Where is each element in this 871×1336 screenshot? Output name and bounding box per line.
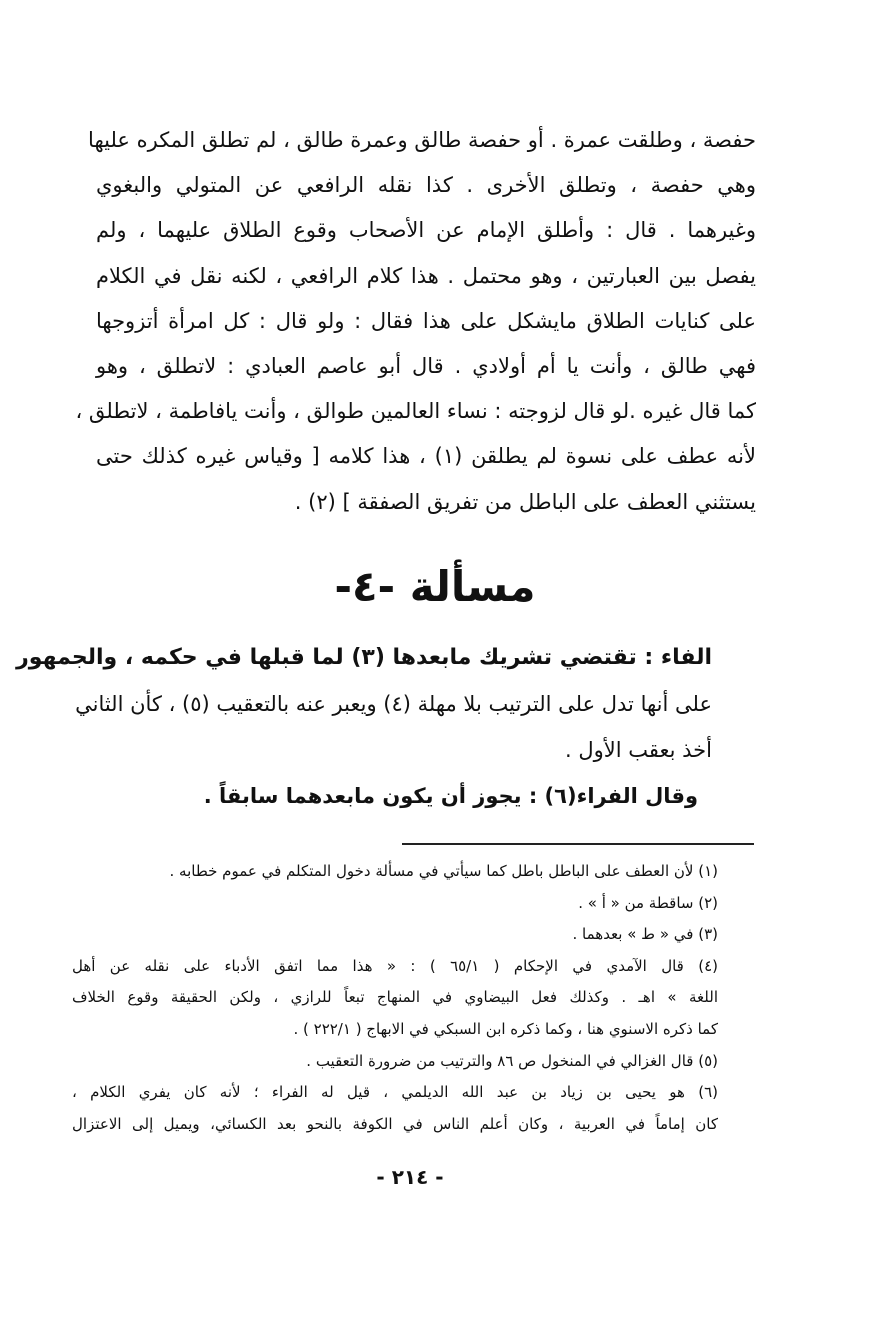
footnote-line: (٣) في « ط » بعدهما . (572, 925, 718, 944)
footnote-line: كما ذكره الاسنوي هنا ، وكما ذكره ابن السبكي في الابهاج ( ٢٢٢/١ ) . (293, 1019, 718, 1038)
footnote-separator (402, 843, 754, 845)
footnote-line: (٤) قال الآمدي في الإحكام ( ٦٥/١ ) : « هذا مما اتفق الأدباء على نقله عن أهل (72, 956, 718, 975)
text-line: لأنه عطف على نسوة لم يطلقن (١) ، هذا كلامه [ وقياس غيره كذلك حتى (96, 444, 756, 469)
section-text-block (16, 635, 712, 819)
footnote-line: كان إماماً في العربية ، وكان أعلم الناس في الكوفة بالنحو بعد الكسائي، ويميل إلى الاعتزال (72, 1114, 718, 1133)
footnote-line: (٥) قال الغزالي في المنخول ص ٨٦ والترتيب من ضرورة التعقيب . (306, 1051, 718, 1070)
footnote-line: (٦) هو يحيى بن زياد بن عبد الله الديلمي ، قيل له الفراء ؛ لأنه كان يفري الكلام ، (72, 1083, 718, 1102)
text-line: وقال الفراء(٦) : يجوز أن يكون مابعدهما سابقاً . (203, 784, 698, 808)
footnote-line: (٢) ساقطة من « أ » . (578, 893, 718, 912)
main-text-block (75, 118, 756, 525)
footnote-line: اللغة » اهـ . وكذلك فعل البيضاوي في المنهاج تبعاً للرازي ، ولكن الحقيقة وقوع الخلاف (72, 988, 718, 1007)
text-line: وغيرهما . قال : وأطلق الإمام عن الأصحاب وقوع الطلاق عليهما ، ولم (96, 218, 756, 243)
text-line: وهي حفصة ، وتطلق الأخرى . كذا نقله الرافعي عن المتولي والبغوي (96, 173, 756, 198)
page-number: - ٢١٤ - (376, 1165, 444, 1189)
text-line: يستثني العطف على الباطل من تفريق الصفقة ] (٢) . (294, 489, 756, 514)
heading-word: مسألة (409, 562, 536, 611)
text-line: الفاء : تقتضي تشريك مابعدها (٣) لما قبلها في حكمه ، والجمهور (16, 645, 712, 670)
text-line: على كنايات الطلاق مايشكل على هذا فقال : ولو قال : كل امرأة أتزوجها (96, 308, 756, 333)
footnotes-block (72, 856, 718, 1140)
footnote-line: (١) لأن العطف على الباطل باطل كما سيأتي في مسألة دخول المتكلم في عموم خطابه . (169, 862, 718, 880)
heading-number: -٤- (334, 562, 396, 611)
text-line: حفصة ، وطلقت عمرة . أو حفصة طالق وعمرة طالق ، لم تطلق المكره عليها (88, 128, 756, 152)
text-line: على أنها تدل على الترتيب بلا مهلة (٤) ويعبر عنه بالتعقيب (٥) ، كأن الثاني (75, 692, 712, 716)
text-line: كما قال غيره .لو قال لزوجته : نساء العالمين طوالق ، وأنت يافاطمة ، لاتطلق ، (75, 399, 756, 424)
text-line: أخذ بعقب الأول . (565, 738, 712, 762)
text-line: يفصل بين العبارتين ، وهو محتمل . هذا كلام الرافعي ، لكنه نقل في الكلام (96, 263, 756, 288)
section-heading (300, 552, 570, 622)
text-line: فهي طالق ، وأنت يا أم أولادي . قال أبو عاصم العبادي : لاتطلق ، وهو (96, 353, 756, 378)
